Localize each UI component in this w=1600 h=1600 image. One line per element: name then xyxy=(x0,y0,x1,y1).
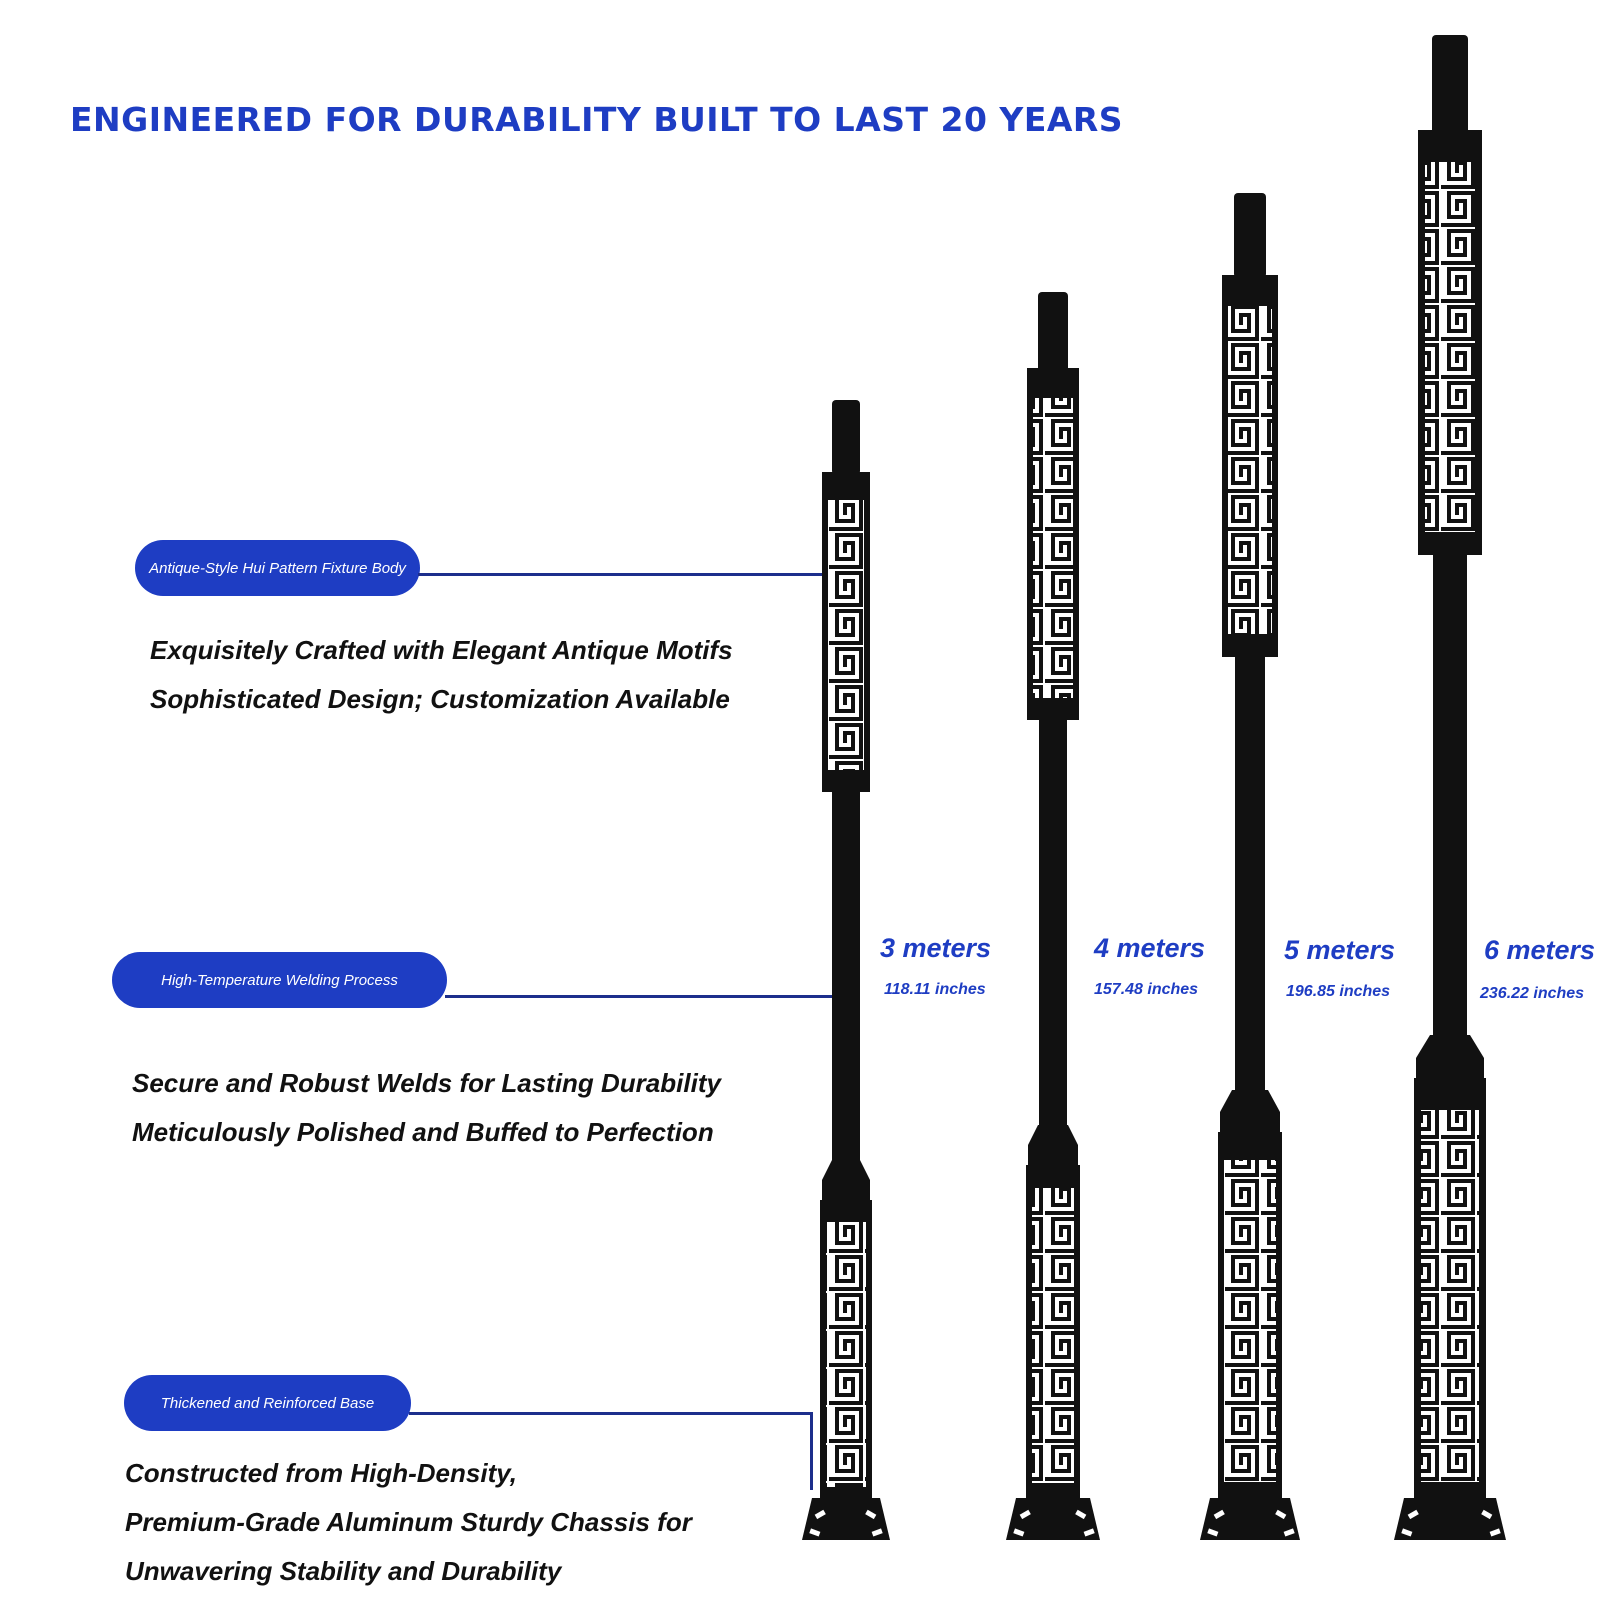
pole-4m xyxy=(1006,292,1100,1540)
feature-desc-line: Secure and Robust Welds for Lasting Durability xyxy=(132,1068,721,1098)
feature-desc-line: Premium-Grade Aluminum Sturdy Chassis for xyxy=(125,1507,692,1537)
pole-3m xyxy=(802,400,890,1540)
pole-height-inches: 157.48 inches xyxy=(1094,981,1199,998)
headline: ENGINEERED FOR DURABILITY BUILT TO LAST 20 YEARS xyxy=(70,100,1124,139)
pole-height-meters: 6 meters xyxy=(1484,935,1596,965)
feature-label-fixture-body: Antique-Style Hui Pattern Fixture Body xyxy=(135,540,420,596)
feature-label-welding: High-Temperature Welding Process xyxy=(112,952,447,1008)
feature-desc-line: Meticulously Polished and Buffed to Perfection xyxy=(132,1117,714,1147)
pole-height-inches: 236.22 inches xyxy=(1480,985,1585,1002)
pole-height-meters: 5 meters xyxy=(1284,935,1396,965)
pole-5m xyxy=(1200,193,1300,1540)
pole-height-meters: 3 meters xyxy=(880,933,992,963)
feature-desc-line: Exquisitely Crafted with Elegant Antique Motifs xyxy=(150,635,733,665)
pole-6m xyxy=(1394,35,1506,1540)
feature-desc-line: Constructed from High-Density, xyxy=(125,1458,517,1488)
pole-height-inches: 196.85 inches xyxy=(1286,983,1391,1000)
feature-label-base: Thickened and Reinforced Base xyxy=(124,1375,411,1431)
pole-height-inches: 118.11 inches xyxy=(884,981,986,998)
feature-desc-line: Sophisticated Design; Customization Available xyxy=(150,684,730,714)
feature-desc-line: Unwavering Stability and Durability xyxy=(125,1556,562,1586)
pole-height-meters: 4 meters xyxy=(1094,933,1206,963)
